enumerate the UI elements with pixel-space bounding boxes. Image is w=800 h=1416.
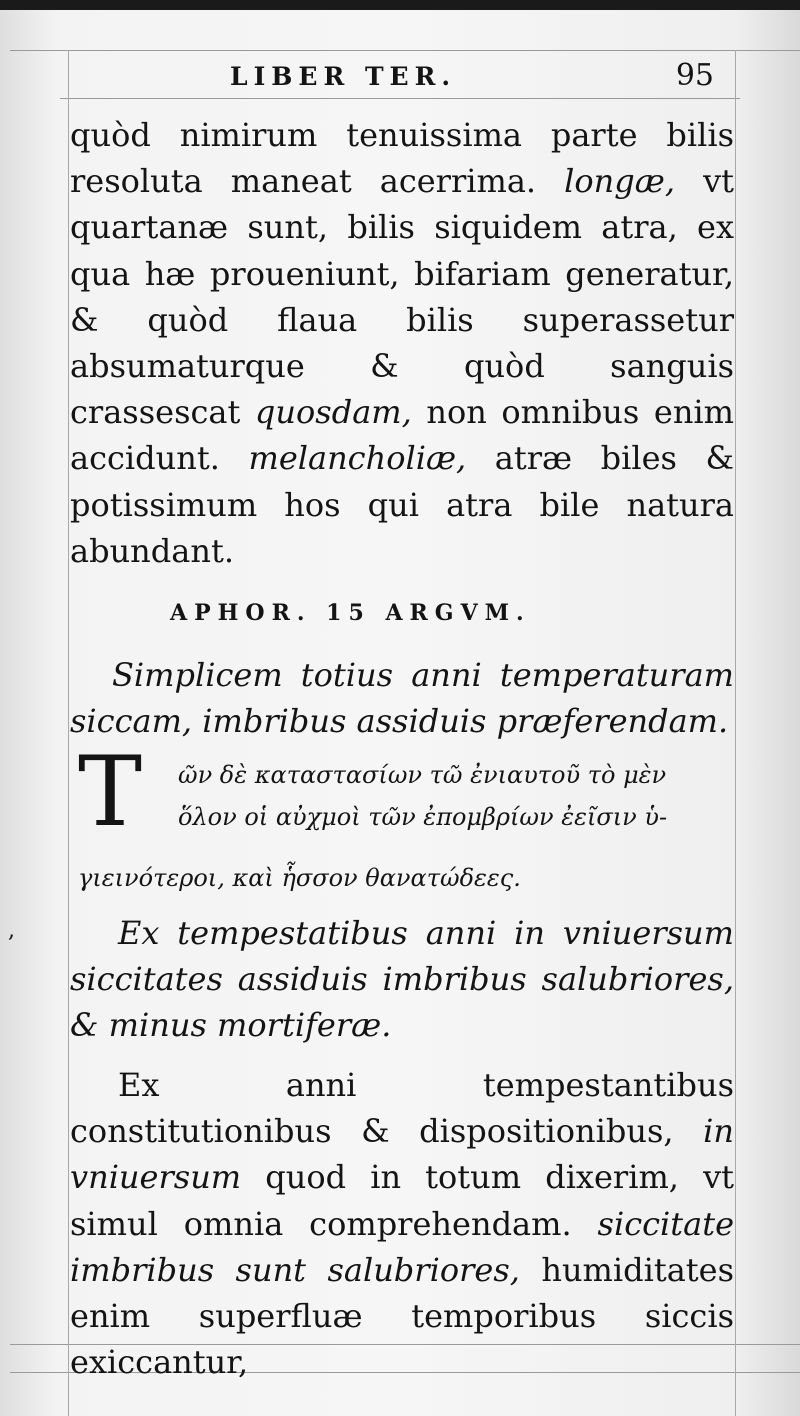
greek-lines <box>178 754 734 838</box>
italic-term: quosdam, <box>254 393 412 432</box>
text-run: atræ biles & potissimum hos qui atra bile natura abundant. <box>70 439 735 570</box>
italic-translation: Ex tempestatibus anni in vniuersum siccitates assiduis imbribus salubriores, & minus mortiferæ. <box>70 914 734 1045</box>
right-margin-rule <box>735 50 736 1416</box>
drop-cap: T <box>78 736 143 848</box>
gutter-mark: , <box>8 918 15 943</box>
text-run: quod in totum dixerim, vt simul omnia comprehendam. <box>70 1158 734 1243</box>
greek-aphorism <box>70 736 734 900</box>
aphorism-summary: Simplicem totius anni temperaturam siccam, imbribus assiduis præferendam. <box>70 656 734 741</box>
text-run: humiditates enim superfluæ temporibus siccis exiccantur, <box>70 1250 734 1382</box>
header-rule <box>10 50 800 51</box>
latin-translation <box>70 910 734 1049</box>
page-top-edge <box>0 0 800 10</box>
left-margin-rule <box>68 50 69 1416</box>
running-title: LIBER TER. <box>230 62 457 91</box>
italic-term: in vniuersum <box>70 1112 734 1197</box>
text-run: Ex anni tempestantibus constitutionibus & dispositionibus, <box>70 1066 734 1151</box>
text-run: quòd nimirum tenuissima parte bilis resoluta maneat acerrima. <box>70 116 734 201</box>
greek-line: ὅλον οἱ αὐχμοὶ τῶν ἐπομβρίων ἐεῖσιν ὑ- <box>178 803 668 831</box>
aphorism-heading: APHOR. 15 ARGVM. <box>170 600 531 626</box>
text-run: non omnibus enim accidunt. <box>70 393 735 478</box>
greek-line: γιεινότεροι, καὶ ἧσσον θανατώδεες. <box>78 864 521 892</box>
italic-term: siccitate imbribus sunt salubriores, <box>70 1204 734 1289</box>
header-rule-lower <box>60 98 740 99</box>
text-run: vt quartanæ sunt, bilis siquidem atra, ex qua hæ proueniunt, bifariam generatur, & quòd flaua bilis superassetur absumaturque & quòd sanguis crassescat <box>70 162 734 432</box>
page-header <box>90 58 730 98</box>
italic-term: melancholiæ, <box>248 439 467 478</box>
greek-line: ῶν δὲ καταστασίων τῶ ἐνιαυτοῦ τὸ μὲν <box>178 761 667 789</box>
page-number: 95 <box>675 58 714 93</box>
paragraph-commentary-2 <box>70 1062 734 1385</box>
paragraph-commentary <box>70 112 734 574</box>
italic-term: longæ, <box>564 162 675 201</box>
